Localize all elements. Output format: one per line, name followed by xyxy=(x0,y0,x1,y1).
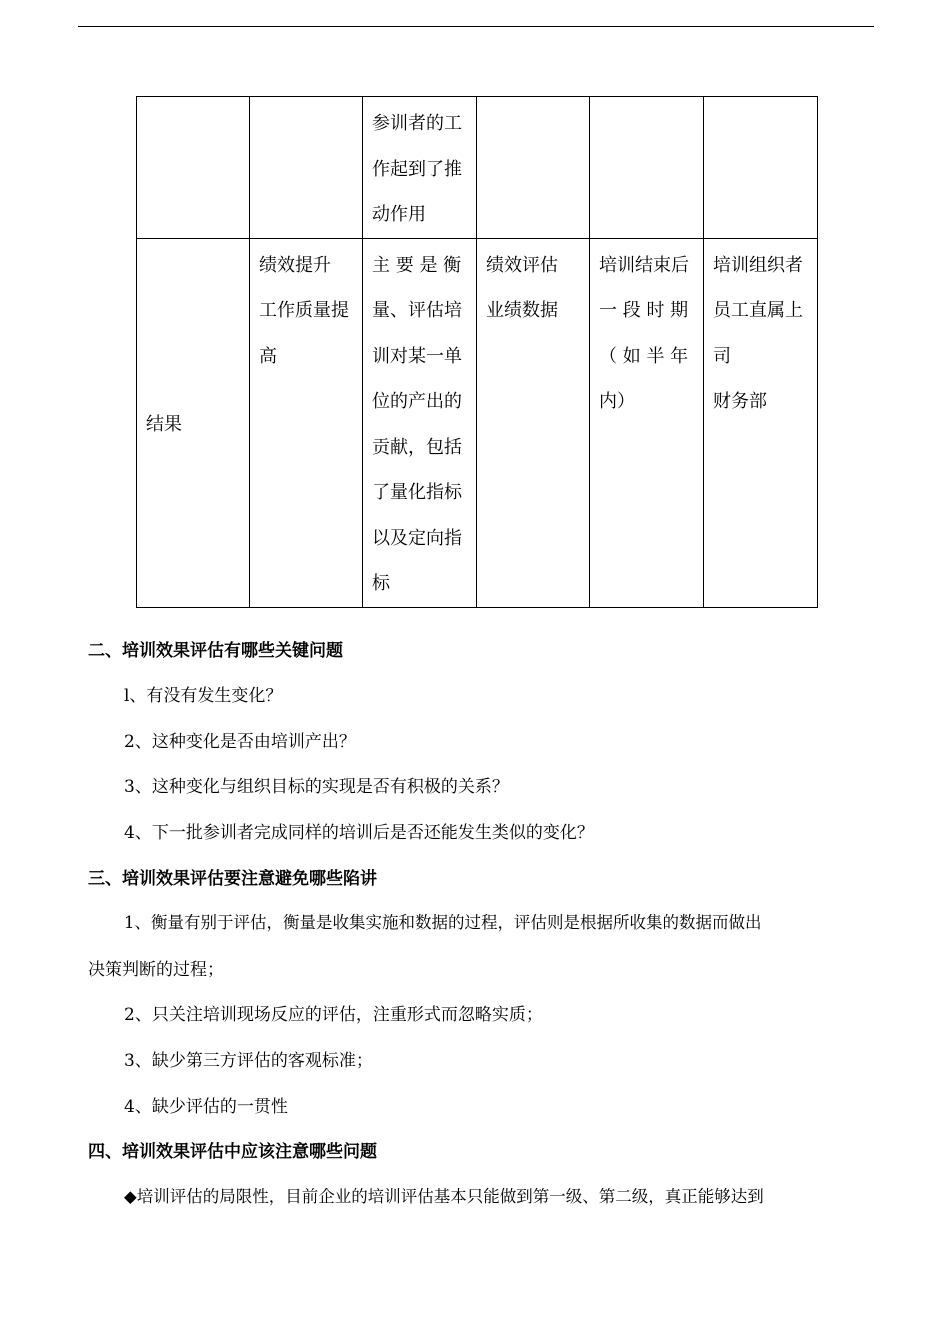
table-cell xyxy=(477,238,590,607)
evaluation-table xyxy=(136,96,818,608)
cell-text: 一 段 时 期 xyxy=(599,300,689,321)
cell-text: 作起到了推 xyxy=(372,158,462,180)
row-label-result: 结果 xyxy=(146,413,182,435)
list-item: 4、缺少评估的一贯性 xyxy=(124,1097,288,1117)
cell-text: 标 xyxy=(372,573,390,594)
section-heading-3: 三、培训效果评估要注意避免哪些陷讲 xyxy=(88,869,377,889)
cell-text: 工作质量提 xyxy=(259,300,349,321)
cell-text: 培训结束后 xyxy=(599,254,689,276)
table-cell xyxy=(704,97,818,239)
cell-text: 高 xyxy=(259,345,277,367)
cell-text: 主 要 是 衡 xyxy=(372,254,462,276)
cell-text: 绩效评估 xyxy=(486,254,558,276)
table-row xyxy=(137,97,818,239)
cell-text: （ 如 半 年 xyxy=(599,345,689,367)
cell-text: 参训者的工 xyxy=(372,113,462,134)
header-rule xyxy=(78,26,874,27)
list-item-continuation: 决策判断的过程； xyxy=(88,960,224,980)
table-cell xyxy=(590,238,704,607)
list-item: 2、只关注培训现场反应的评估，注重形式而忽略实质； xyxy=(124,1005,543,1025)
cell-text: 业绩数据 xyxy=(486,300,558,321)
cell-text: 内） xyxy=(599,391,635,412)
table-cell xyxy=(250,238,363,607)
cell-text: 财务部 xyxy=(713,391,767,412)
paragraph: ◆培训评估的局限性，目前企业的培训评估基本只能做到第一级、第二级，真正能够达到 xyxy=(124,1187,764,1206)
table-cell xyxy=(363,238,477,607)
table-cell xyxy=(477,97,590,239)
cell-text: 了量化指标 xyxy=(372,482,462,503)
table-cell xyxy=(363,97,477,239)
table-cell xyxy=(137,97,250,239)
cell-text: 司 xyxy=(713,345,731,367)
cell-text: 培训组织者 xyxy=(713,254,803,276)
list-item: 2、这种变化是否由培训产出？ xyxy=(124,732,356,752)
list-item: 3、缺少第三方评估的客观标准； xyxy=(124,1051,373,1071)
cell-text: 以及定向指 xyxy=(372,527,462,549)
list-item: 3、这种变化与组织目标的实现是否有积极的关系？ xyxy=(124,777,509,797)
table-cell xyxy=(137,238,250,607)
cell-text: 位的产出的 xyxy=(372,391,462,412)
cell-text: 训对某一单 xyxy=(372,345,462,367)
cell-text: 动作用 xyxy=(372,204,426,225)
section-heading-4: 四、培训效果评估中应该注意哪些问题 xyxy=(88,1142,377,1162)
list-item: 4、下一批参训者完成同样的培训后是否还能发生类似的变化？ xyxy=(124,823,594,843)
table-cell xyxy=(590,97,704,239)
cell-text: 绩效提升 xyxy=(259,254,331,276)
table-row xyxy=(137,238,818,607)
cell-text: 量、评估培 xyxy=(372,300,462,321)
list-item: 1、衡量有别于评估，衡量是收集实施和数据的过程，评估则是根据所收集的数据而做出 xyxy=(124,913,762,932)
section-heading-2: 二、培训效果评估有哪些关键问题 xyxy=(88,641,343,661)
cell-text: 贡献，包括 xyxy=(372,436,462,458)
list-item: l、有没有发生变化？ xyxy=(124,686,283,706)
cell-text: 员工直属上 xyxy=(713,300,803,321)
table-cell xyxy=(704,238,818,607)
table-cell xyxy=(250,97,363,239)
